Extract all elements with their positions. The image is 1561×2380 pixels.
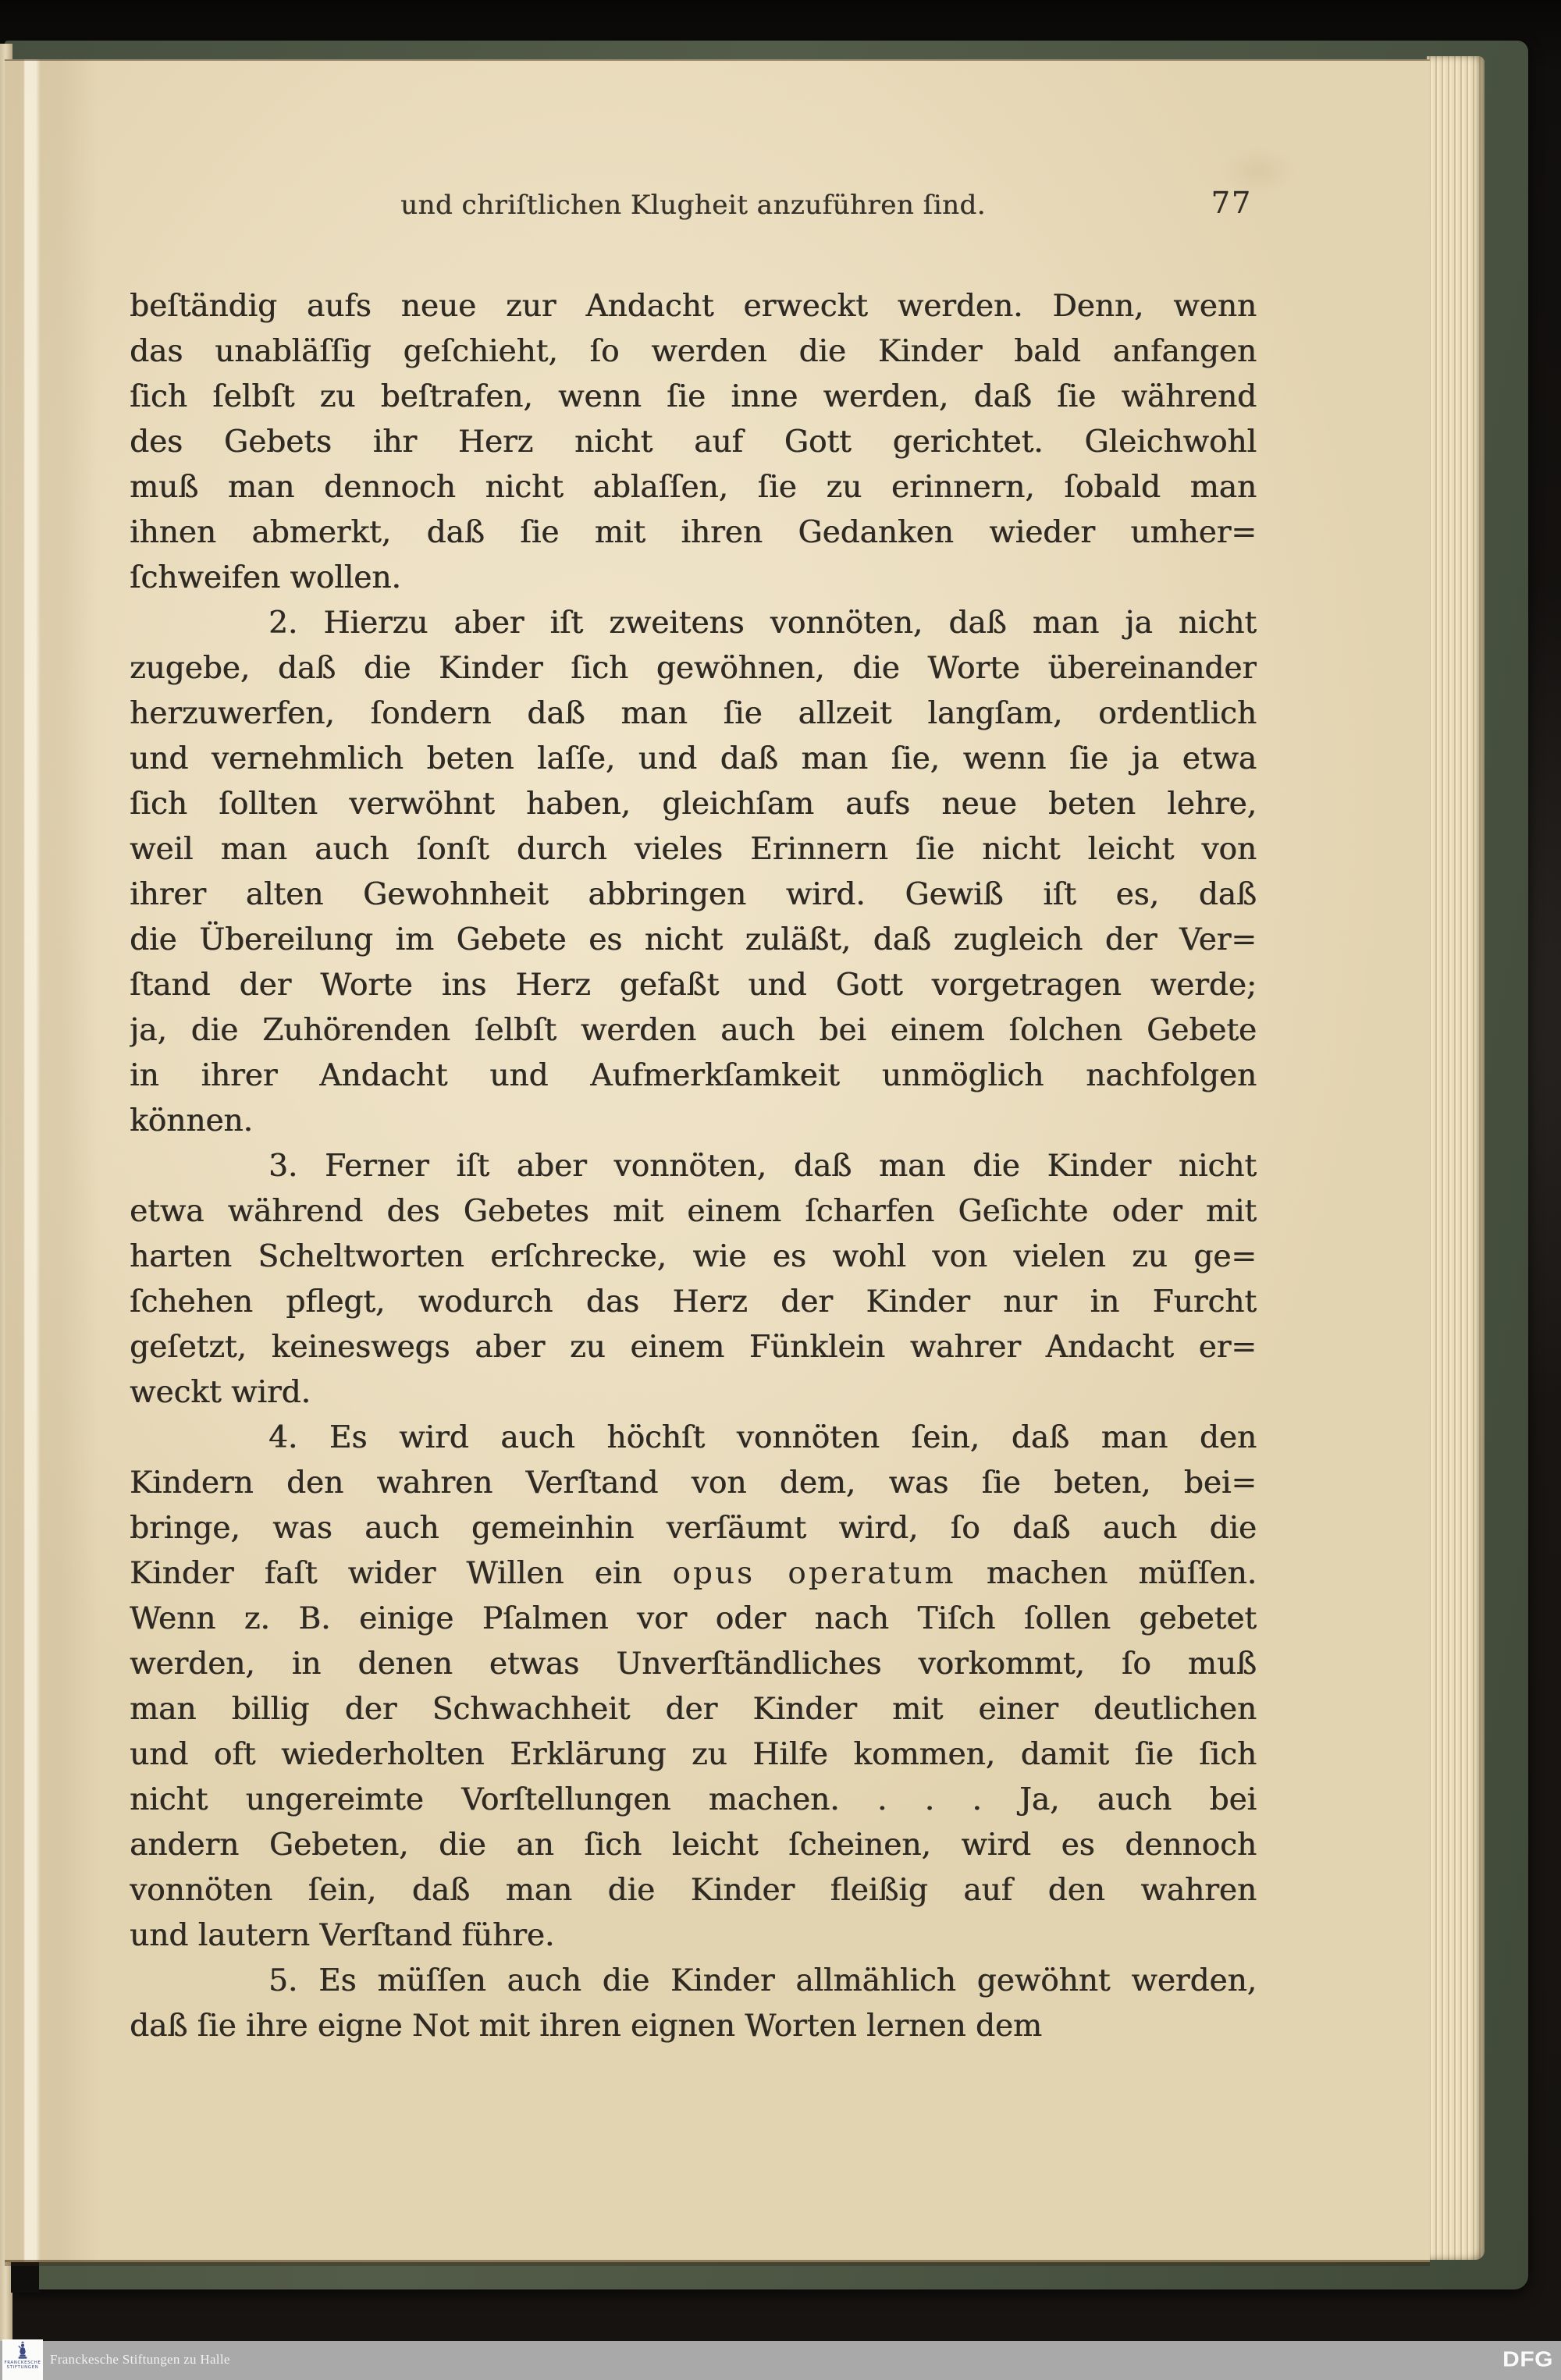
text-line: daß ſie ihre eigne Not mit ihren eignen Worten lernen dem	[130, 2009, 1042, 2044]
text-line: andern Gebeten, die an ſich leicht ſcheinen, wird es dennoch	[130, 1828, 1257, 1863]
logo-caption-line1: FRANCKESCHE	[4, 2360, 41, 2365]
text-line: man billig der Schwachheit der Kinder mit einer deutlichen	[130, 1692, 1257, 1727]
text-line: 3. Ferner iſt aber vonnöten, daß man die Kinder nicht	[268, 1149, 1257, 1184]
book-page	[5, 59, 1430, 2262]
text-line: das unabläſſig geſchieht, ſo werden die Kinder bald anfangen	[130, 334, 1257, 369]
text-line: ſchehen pflegt, wodurch das Herz der Kinder nur in Furcht	[130, 1284, 1257, 1320]
text-line: bringe, was auch gemeinhin verſäumt wird, ſo daß auch die	[130, 1511, 1257, 1546]
text-line: in ihrer Andacht und Aufmerkſamkeit unmöglich nachfolgen	[130, 1058, 1257, 1093]
text-line: zugebe, daß die Kinder ſich gewöhnen, die Worte übereinander	[130, 651, 1257, 686]
gutter-shadow	[11, 2258, 39, 2293]
library-name: Franckesche Stiftungen zu Halle	[50, 2352, 230, 2367]
text-line: und oft wiederholten Erklärung zu Hilfe kommen, damit ſie ſich	[130, 1737, 1257, 1772]
page-stack-edges	[1427, 56, 1485, 2260]
text-line: ſich ſelbſt zu beſtrafen, wenn ſie inne werden, daß ſie während	[130, 379, 1257, 414]
text-line: nicht ungereimte Vorſtellungen machen. . . . Ja, auch bei	[130, 1782, 1257, 1817]
text-line: 4. Es wird auch höchſt vonnöten ſein, daß man den	[268, 1420, 1257, 1455]
dfg-logo: DFG	[1502, 2347, 1553, 2371]
text-line: ihnen abmerkt, daß ſie mit ihren Gedanken wieder umher=	[130, 515, 1257, 550]
text-line: werden, in denen etwas Unverſtändliches vorkommt, ſo muß	[130, 1646, 1257, 1682]
text-line: harten Scheltworten erſchrecke, wie es wohl von vielen zu ge=	[130, 1239, 1257, 1274]
text-line: können.	[130, 1103, 253, 1138]
text-line: beſtändig aufs neue zur Andacht erweckt werden. Denn, wenn	[130, 289, 1257, 324]
text-line: vonnöten ſein, daß man die Kinder fleißig auf den wahren	[130, 1873, 1257, 1908]
page-number: 77	[1211, 186, 1252, 220]
text-line: Kinder faſt wider Willen ein opus operatum machen müſſen.	[130, 1556, 1257, 1591]
header-title: und chriſtlichen Klugheit anzuführen ſind.	[400, 190, 986, 221]
text-line: und lautern Verſtand führe.	[130, 1918, 555, 1953]
text-line: 5. Es müſſen auch die Kinder allmählich gewöhnt werden,	[268, 1963, 1257, 1998]
text-line: herzuwerfen, ſondern daß man ſie allzeit langſam, ordentlich	[130, 696, 1257, 731]
logo-caption-line2: STIFTUNGEN	[6, 2365, 39, 2370]
library-logo	[2, 2339, 43, 2380]
text-line: die Übereilung im Gebete es nicht zuläßt, daß zugleich der Ver=	[130, 922, 1257, 957]
page-body-text	[130, 284, 1257, 2049]
statue-icon	[14, 2341, 31, 2360]
text-line: ja, die Zuhörenden ſelbſt werden auch bei einem ſolchen Gebete	[130, 1013, 1257, 1048]
text-line: 2. Hierzu aber iſt zweitens vonnöten, daß man ja nicht	[268, 606, 1257, 641]
text-line: ſchweifen wollen.	[130, 560, 401, 595]
footer-bar	[0, 2341, 1561, 2380]
text-line: ſich ſollten verwöhnt haben, gleichſam aufs neue beten lehre,	[130, 787, 1257, 822]
text-line: und vernehmlich beten laſſe, und daß man ſie, wenn ſie ja etwa	[130, 741, 1257, 776]
text-line: weil man auch ſonſt durch vieles Erinnern ſie nicht leicht von	[130, 832, 1257, 867]
text-line: muß man dennoch nicht ablaſſen, ſie zu erinnern, ſobald man	[130, 470, 1257, 505]
latin-phrase: opus operatum	[672, 1556, 956, 1591]
text-line: Wenn z. B. einige Pſalmen vor oder nach Tiſch ſollen gebetet	[130, 1601, 1257, 1636]
text-line: weckt wird.	[130, 1375, 311, 1410]
text-line: ihrer alten Gewohnheit abbringen wird. Gewiß iſt es, daß	[130, 877, 1257, 912]
text-line: Kindern den wahren Verſtand von dem, was ſie beten, bei=	[130, 1465, 1257, 1501]
text-line: ſtand der Worte ins Herz gefaßt und Gott vorgetragen werde;	[130, 968, 1257, 1003]
text-line: geſetzt, keineswegs aber zu einem Fünklein wahrer Andacht er=	[130, 1330, 1257, 1365]
text-line: etwa während des Gebetes mit einem ſcharfen Geſichte oder mit	[130, 1194, 1257, 1229]
text-line: des Gebets ihr Herz nicht auf Gott gerichtet. Gleichwohl	[130, 424, 1257, 460]
running-header	[130, 187, 1257, 223]
